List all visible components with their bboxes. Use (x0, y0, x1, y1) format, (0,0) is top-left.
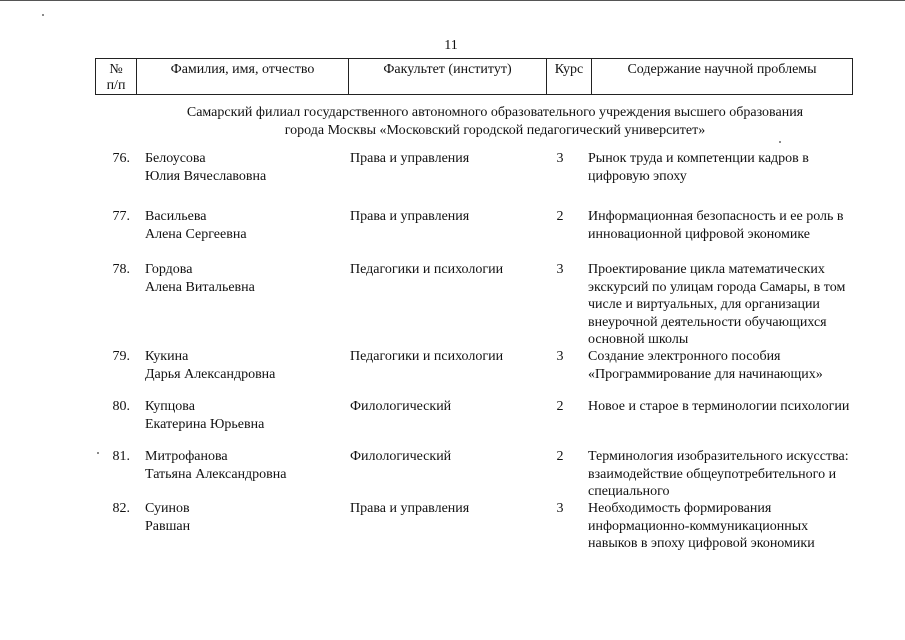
entry-faculty: Права и управления (350, 209, 470, 224)
entry-surname: Кукина (145, 349, 189, 364)
entry-surname: Васильева (145, 209, 207, 224)
header-cell-faculty: Факультет (институт) (349, 59, 547, 95)
header-number-symbol: № (109, 62, 123, 77)
entry-number: 78. (112, 262, 130, 277)
entry-course: 3 (556, 501, 564, 516)
entry-course: 2 (556, 209, 564, 224)
entry-topic: Проектирование цикла математических экскурсий по улицам города Самары, в том числе и виртуальных, для организации внеурочной деятельности обучающихся основной школы (588, 262, 846, 347)
entry-course: 2 (556, 449, 564, 464)
entry-faculty: Права и управления (350, 501, 470, 516)
entry-topic: Новое и старое в терминологии психологии (588, 399, 850, 414)
entry-number: 82. (112, 501, 130, 516)
entry-topic: Терминология изобразительного искусства: взаимодействие общеупотребительного и специального (588, 449, 849, 499)
entry-surname: Гордова (145, 262, 193, 277)
entry-given-names: Алена Сергеевна (145, 226, 247, 242)
entry-given-names: Екатерина Юрьевна (145, 416, 265, 432)
entry-given-names: Юлия Вячеславовна (145, 168, 267, 184)
entry-number: 80. (112, 399, 130, 414)
entry-faculty: Педагогики и психологии (350, 349, 504, 364)
entry-surname: Суинов (145, 501, 190, 516)
scan-speck (779, 141, 781, 143)
page-number: 11 (444, 38, 458, 53)
institution-line-1: Самарский филиал государственного автономного образовательного учреждения высшего образования (186, 105, 804, 120)
header-number-abbr: п/п (106, 78, 126, 93)
entry-faculty: Филологический (350, 449, 452, 464)
scan-speck (42, 14, 44, 16)
scan-speck (97, 452, 99, 454)
entry-number: 76. (112, 151, 130, 166)
entry-topic: Необходимость формирования информационно-коммуникационных навыков в эпоху цифровой экономики (588, 501, 815, 551)
entry-course: 2 (556, 399, 564, 414)
entry-given-names: Татьяна Александровна (145, 466, 287, 482)
entry-faculty: Филологический (350, 399, 452, 414)
entry-topic: Информационная безопасность и ее роль в инновационной цифровой экономике (588, 209, 844, 242)
entry-faculty: Права и управления (350, 151, 470, 166)
entry-course: 3 (556, 262, 564, 277)
entry-course: 3 (556, 349, 564, 364)
header-cell-name: Фамилия, имя, отчество (137, 59, 349, 95)
entry-course: 3 (556, 151, 564, 166)
entry-number: 77. (112, 209, 130, 224)
entry-number: 79. (112, 349, 130, 364)
entry-topic: Рынок труда и компетенции кадров в цифровую эпоху (588, 151, 809, 184)
entry-faculty: Педагогики и психологии (350, 262, 504, 277)
entry-surname: Купцова (145, 399, 195, 414)
header-cell-topic: Содержание научной проблемы (592, 59, 853, 95)
entry-given-names: Дарья Александровна (145, 366, 276, 382)
entry-given-names: Равшан (145, 518, 191, 534)
entry-surname: Белоусова (145, 151, 206, 166)
entry-topic: Создание электронного пособия «Программирование для начинающих» (588, 349, 823, 382)
entry-surname: Митрофанова (145, 449, 228, 464)
entry-given-names: Алена Витальевна (145, 279, 255, 295)
header-cell-course: Курс (547, 59, 592, 95)
entry-number: 81. (112, 449, 130, 464)
institution-line-2: города Москвы «Московский городской педагогический университет» (284, 123, 706, 138)
